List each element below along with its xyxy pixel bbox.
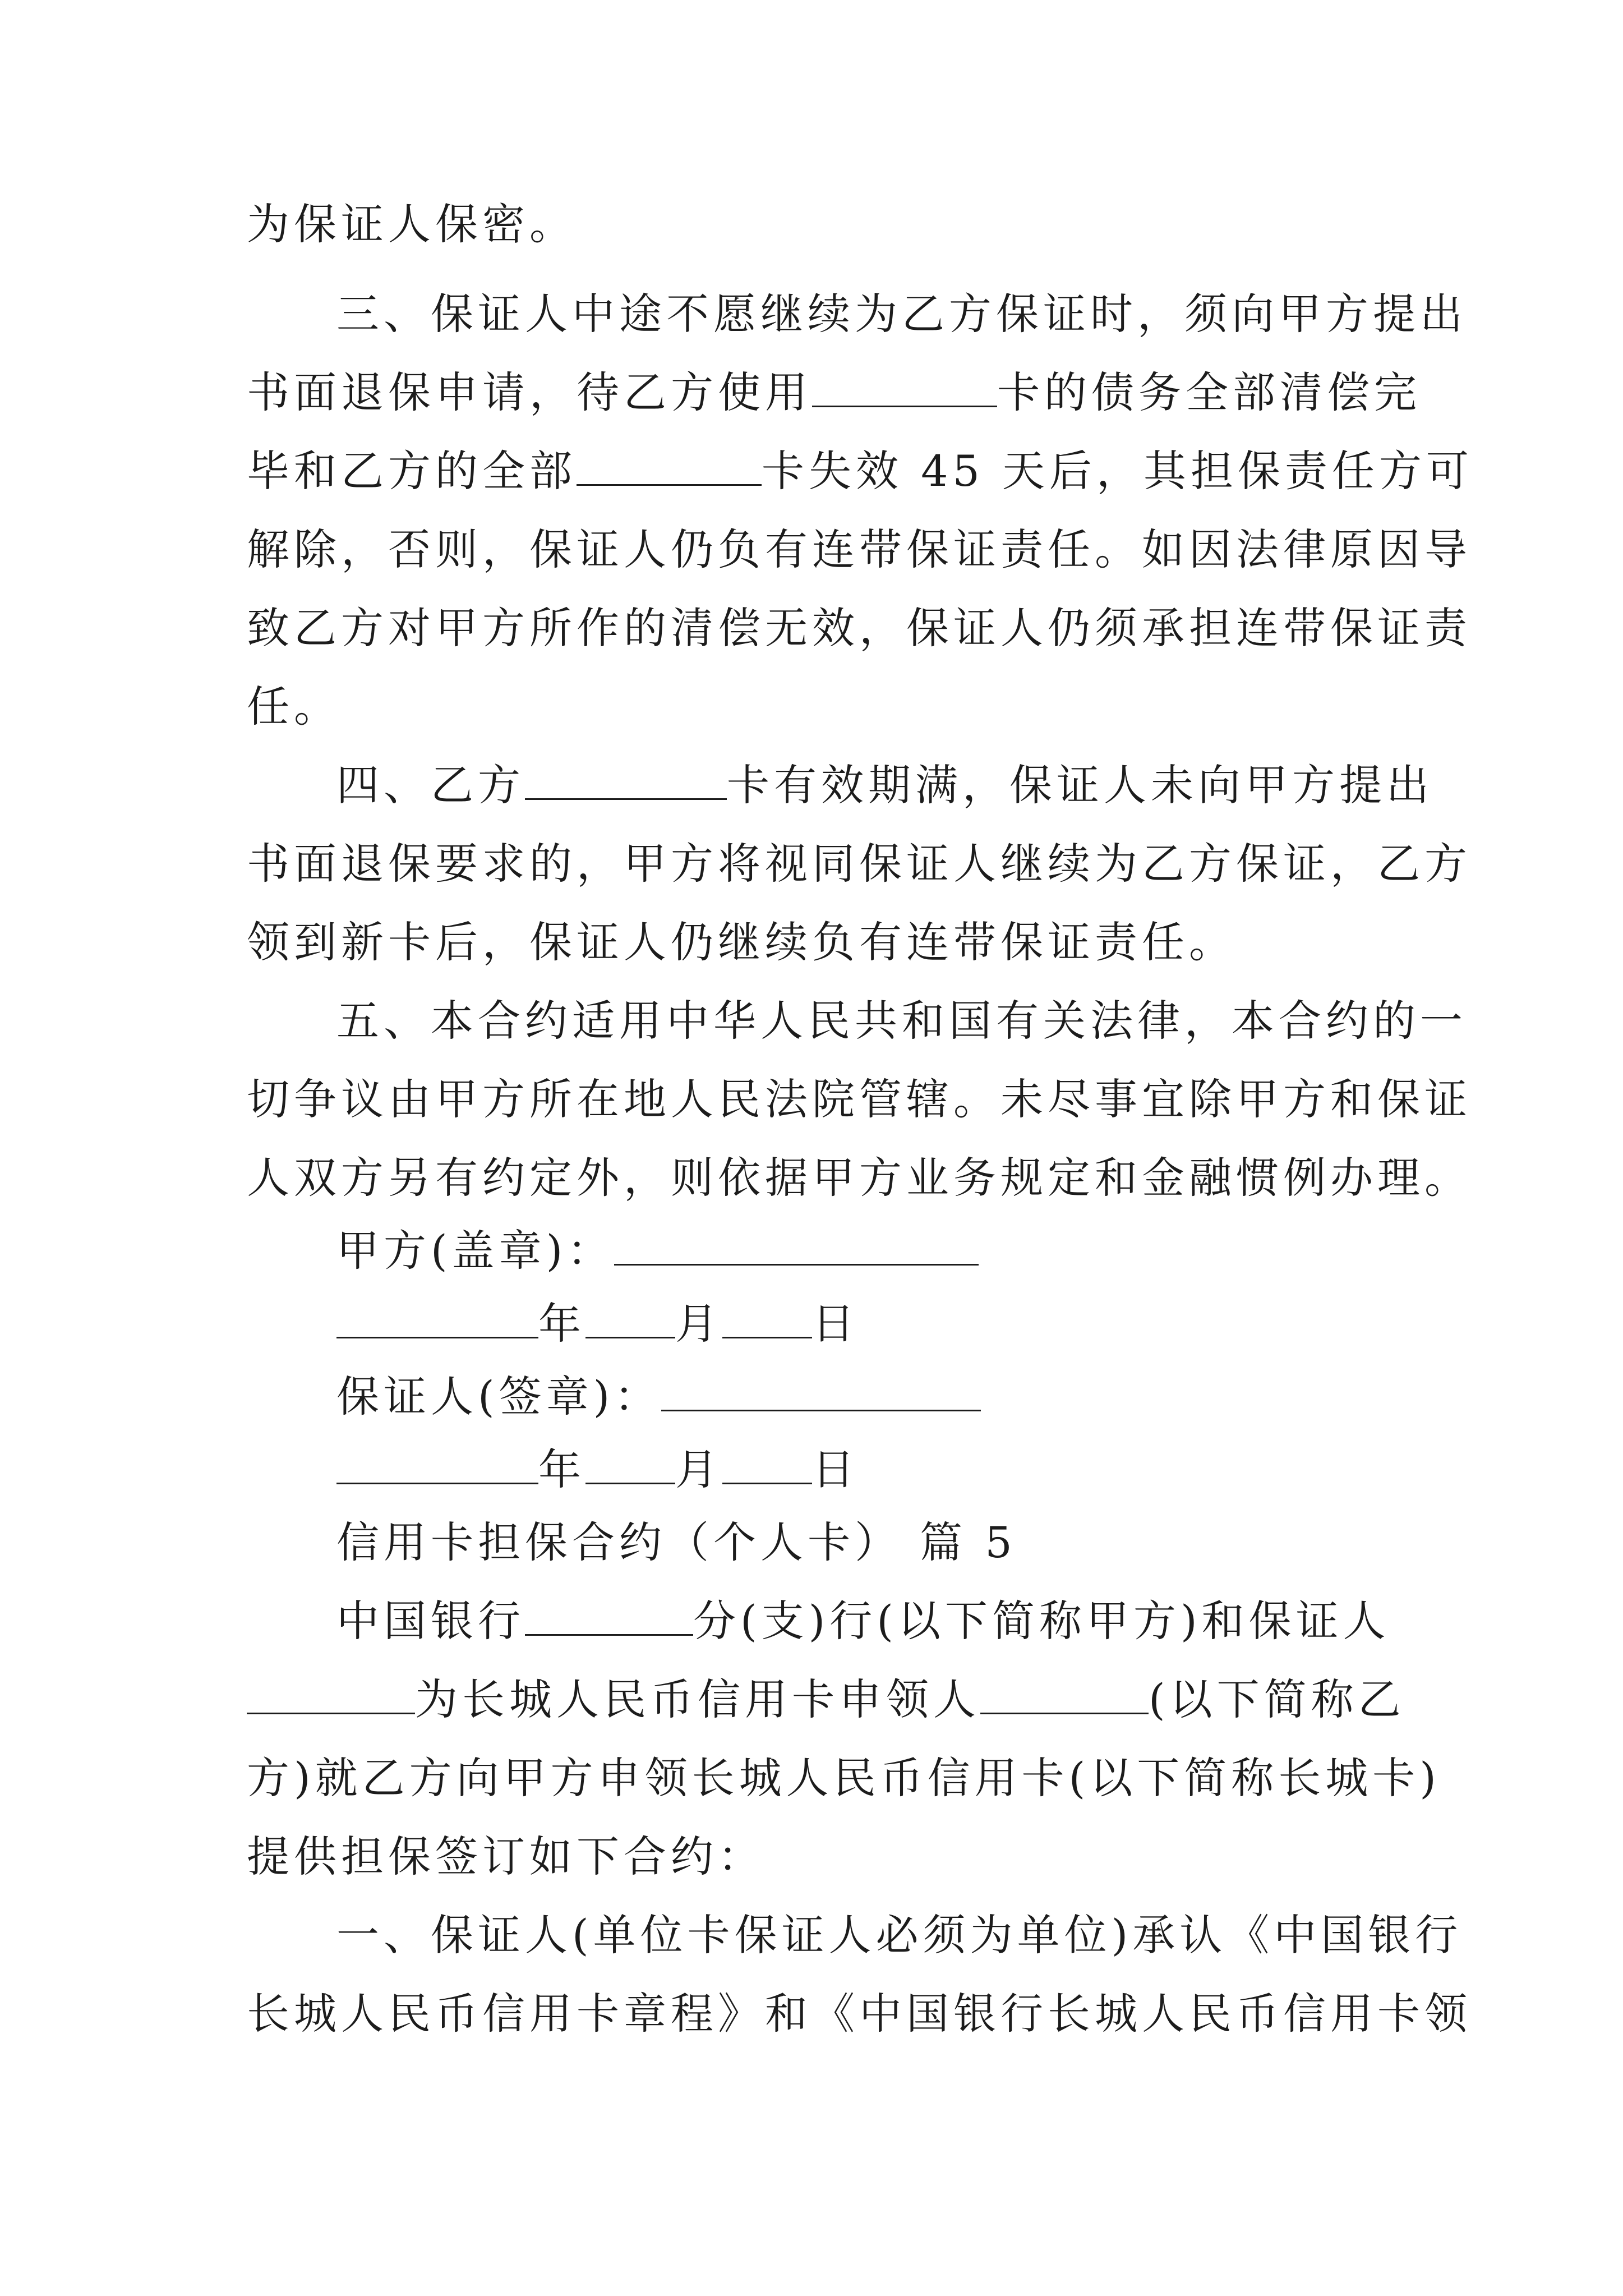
text: 卡失效 45 天后，其担保责任方可 [762,446,1474,496]
paragraph-line [247,600,1472,656]
paragraph-line [336,1593,1390,1649]
blank-field [980,1673,1149,1714]
year-label: 年 [538,1444,585,1494]
blank-field [812,366,997,407]
heading-text: 信用卡担保合约（个人卡） 篇 5 [336,1517,1017,1567]
day-label: 日 [812,1444,859,1494]
text: 切争议由甲方所在地人民法院管辖。未尽事宜除甲方和保证 [247,1074,1472,1124]
text: 一、保证人(单位卡保证人必须为单位)承认《中国银行 [336,1910,1463,1960]
text: 三、保证人中途不愿继续为乙方保证时，须向甲方提出 [336,289,1467,339]
label: 甲方(盖章)： [336,1226,615,1276]
text: 解除，否则，保证人仍负有连带保证责任。如因法律原因导 [247,524,1472,574]
text: 领到新卡后，保证人仍继续负有连带保证责任。 [247,917,1236,967]
signature-blank [614,1225,979,1266]
date-line [336,1296,859,1352]
day-blank [722,1297,812,1338]
month-blank [585,1297,675,1338]
section-heading [336,1515,1017,1571]
text: 中国银行 [336,1596,525,1646]
blank-field [577,445,762,486]
text: 提供担保签订如下合约： [247,1832,765,1881]
paragraph-line [336,993,1467,1049]
paragraph-line [247,914,1236,970]
paragraph-line [247,679,341,735]
paragraph-line [247,365,1421,421]
paragraph-line [247,443,1473,499]
day-label: 日 [812,1299,859,1349]
paragraph-line [336,286,1467,342]
text: 方)就乙方向甲方申领长城人民币信用卡(以下简称长城卡) [247,1753,1441,1803]
text: 五、本合约适用中华人民共和国有关法律，本合约的一 [336,996,1467,1046]
paragraph-line [336,1907,1462,1963]
month-label: 月 [675,1444,722,1494]
month-blank [585,1443,675,1484]
paragraph-line [247,1750,1441,1806]
blank-field [247,1673,415,1714]
year-blank [336,1297,538,1338]
day-blank [722,1443,812,1484]
paragraph-line [247,1071,1472,1128]
signature-line-guarantor [336,1369,981,1425]
month-label: 月 [675,1299,722,1349]
paragraph-line [336,757,1433,813]
text: 卡的债务全部清偿完 [997,367,1421,417]
signature-blank [661,1370,981,1411]
text: 四、乙方 [336,760,525,810]
text: 长城人民币信用卡章程》和《中国银行长城人民币信用卡领 [247,1989,1472,2039]
paragraph-line [247,1829,765,1885]
text: 为长城人民币信用卡申领人 [415,1674,980,1724]
text: 致乙方对甲方所作的清偿无效，保证人仍须承担连带保证责 [247,603,1472,653]
year-label: 年 [538,1299,585,1349]
paragraph-line [247,1150,1472,1206]
paragraph-line [247,522,1472,578]
text: 任。 [247,682,341,731]
text: 书面退保要求的，甲方将视同保证人继续为乙方保证，乙方 [247,839,1472,889]
label: 保证人(签章)： [336,1372,662,1421]
signature-line-party-a [336,1223,979,1279]
text: 书面退保申请，待乙方使用 [247,367,812,417]
blank-field [525,759,727,800]
paragraph-line [247,836,1472,892]
text: 人双方另有约定外，则依据甲方业务规定和金融惯例办理。 [247,1153,1472,1203]
blank-field [525,1595,693,1636]
text: 卡有效期满，保证人未向甲方提出 [727,760,1433,810]
text: 为保证人保密。 [247,199,577,249]
paragraph-line [247,196,577,252]
date-line [336,1442,859,1498]
paragraph-line [247,1672,1405,1728]
paragraph-line [247,1986,1472,2042]
year-blank [336,1443,538,1484]
text: 毕和乙方的全部 [247,446,577,496]
text: (以下简称乙 [1149,1674,1405,1724]
text: 分(支)行(以下简称甲方)和保证人 [693,1596,1390,1646]
